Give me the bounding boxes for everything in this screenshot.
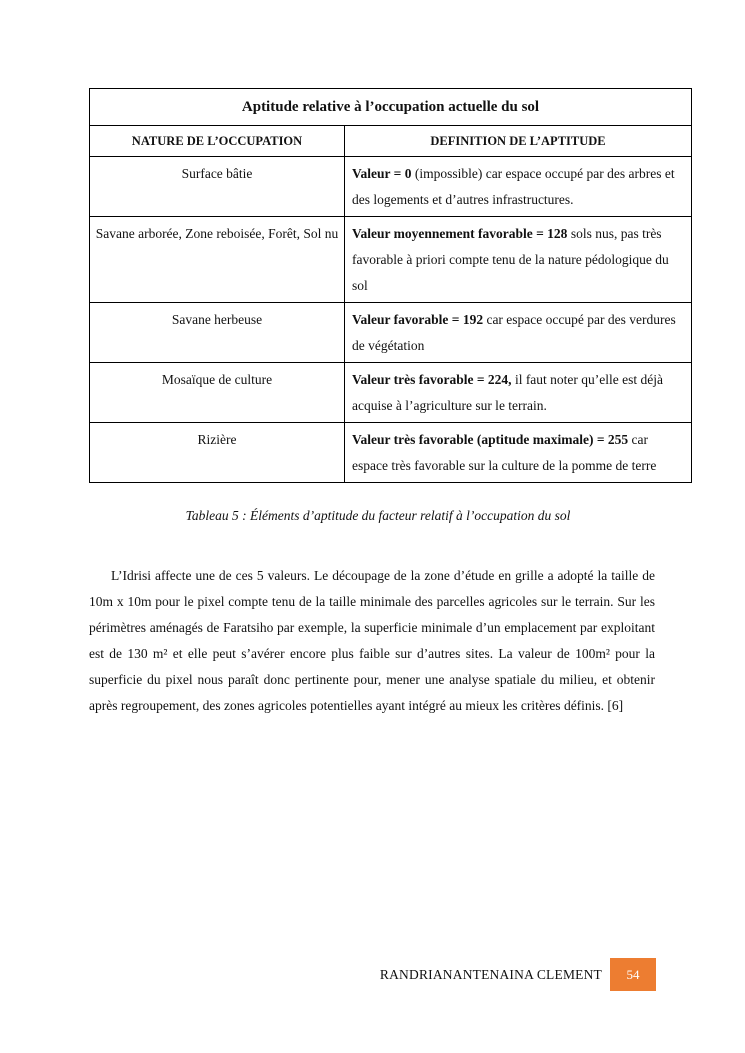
nature-cell: Surface bâtie <box>90 157 345 217</box>
table-row <box>90 423 692 483</box>
definition-cell <box>345 157 692 217</box>
table-caption: Tableau 5 : Éléments d’aptitude du facteur relatif à l’occupation du sol <box>185 508 571 523</box>
aptitude-table <box>89 88 692 483</box>
header-definition: DEFINITION DE L’APTITUDE <box>345 126 692 157</box>
table-row <box>90 303 692 363</box>
definition-text: (impossible) car espace occupé par des arbres et des logements et d’autres infrastructures. <box>352 166 675 207</box>
nature-cell: Savane arborée, Zone reboisée, Forêt, Sol nu <box>90 217 345 303</box>
table-row <box>90 363 692 423</box>
header-nature: NATURE DE L’OCCUPATION <box>90 126 345 157</box>
table-row <box>90 217 692 303</box>
definition-cell <box>345 423 692 483</box>
definition-value: Valeur très favorable (aptitude maximale) = 255 <box>352 432 629 447</box>
body-paragraph: L’Idrisi affecte une de ces 5 valeurs. Le découpage de la zone d’étude en grille a adopté la taille de 10m x 10m pour le pixel compte tenu de la taille minimale des parcelles agricoles sur le terrain. Sur les périmètres aménagés de Faratsiho par exemple, la superficie minimale d’un emplacement par exploitant est de 130 m² et elle peut s’avérer encore plus faible sur d’autres sites. La valeur de 100m² pour la superficie du pixel nous paraît donc pertinente pour, mener une analyse spatiale du milieu, et obtenir après regroupement, des zones agricoles potentielles ayant intégré au mieux les critères définis. [6] <box>89 568 655 713</box>
definition-value: Valeur favorable = 192 <box>352 312 484 327</box>
table-header-row <box>90 126 692 157</box>
definition-text: car espace très favorable sur la culture de la pomme de terre <box>352 432 657 473</box>
nature-cell: Rizière <box>90 423 345 483</box>
page-number-badge: 54 <box>610 958 656 991</box>
definition-cell <box>345 303 692 363</box>
definition-value: Valeur = 0 <box>352 166 412 181</box>
table-row <box>90 157 692 217</box>
definition-value: Valeur très favorable = 224, <box>352 372 512 387</box>
table-title-row <box>90 89 692 126</box>
nature-cell: Savane herbeuse <box>90 303 345 363</box>
definition-value: Valeur moyennement favorable = 128 <box>352 226 568 241</box>
definition-text: sols nus, pas très favorable à priori compte tenu de la nature pédologique du sol <box>352 226 669 293</box>
definition-text: car espace occupé par des verdures de végétation <box>352 312 676 353</box>
definition-text: il faut noter qu’elle est déjà acquise à l’agriculture sur le terrain. <box>352 372 664 413</box>
footer-author: RANDRIANANTENAINA CLEMENT <box>379 967 602 982</box>
nature-cell: Mosaïque de culture <box>90 363 345 423</box>
table-title: Aptitude relative à l’occupation actuelle du sol <box>90 89 692 126</box>
definition-cell <box>345 363 692 423</box>
definition-cell <box>345 217 692 303</box>
